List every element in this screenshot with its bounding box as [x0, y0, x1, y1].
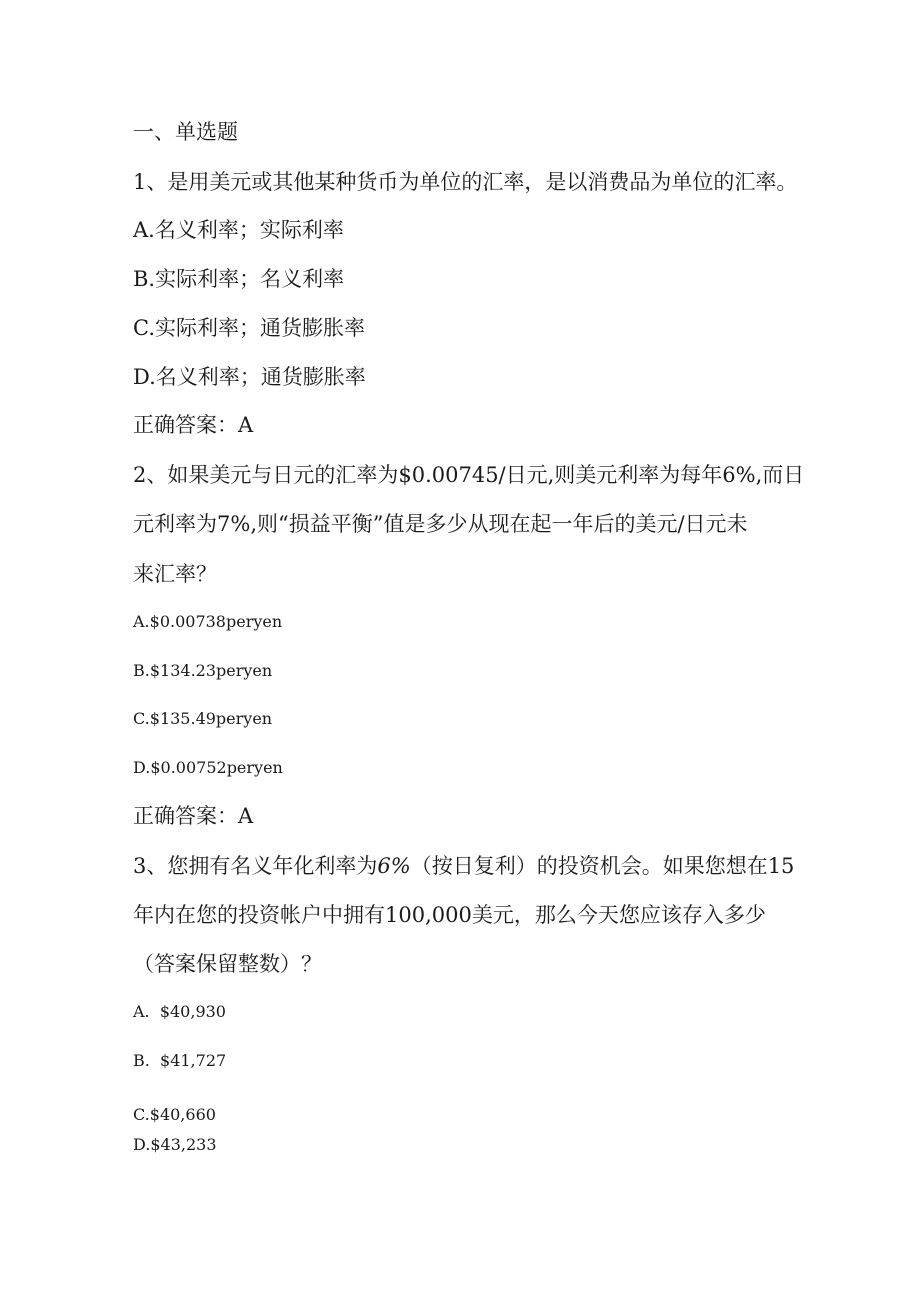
question-3-line-1-prefix: 3、您拥有名义年化利率为 — [133, 854, 378, 878]
question-3-option-a: A. $40,930 — [133, 1002, 226, 1021]
question-3-line-3: （答案保留整数）？ — [133, 952, 322, 976]
question-3-option-d: D.$43,233 — [133, 1135, 217, 1154]
question-3-line-1 — [133, 852, 794, 880]
question-3-option-c: C.$40,660 — [133, 1105, 216, 1124]
question-1-option-a: A.名义利率；实际利率 — [133, 218, 344, 242]
question-2-option-a: A.$0.00738peryen — [133, 612, 283, 631]
question-1-option-b: B.实际利率；名义利率 — [133, 267, 345, 291]
question-1-text: 1、是用美元或其他某种货币为单位的汇率，是以消费品为单位的汇率。 — [133, 170, 798, 194]
question-1-option-d: D.名义利率；通货膨胀率 — [133, 365, 366, 389]
question-2-answer: 正确答案：A — [133, 804, 254, 828]
question-1-option-c: C.实际利率；通货膨胀率 — [133, 316, 365, 340]
question-3-rate: 6% — [377, 854, 411, 878]
question-2-line-2: 元利率为7%,则“损益平衡”值是多少从现在起一年后的美元/日元未 — [133, 512, 748, 536]
question-2-line-1: 2、如果美元与日元的汇率为$0.00745/日元,则美元利率为每年6%,而日 — [133, 463, 805, 487]
question-1-answer: 正确答案：A — [133, 413, 254, 437]
question-2-line-3: 来汇率？ — [133, 562, 217, 586]
question-3-line-2: 年内在您的投资帐户中拥有100,000美元，那么今天您应该存入多少 — [133, 903, 766, 927]
question-2-option-d: D.$0.00752peryen — [133, 758, 283, 777]
question-3-line-1-suffix: （按日复利）的投资机会。如果您想在15 — [410, 854, 795, 878]
section-title: 一、单选题 — [133, 120, 238, 144]
question-3-option-b: B. $41,727 — [133, 1051, 227, 1070]
question-2-option-c: C.$135.49peryen — [133, 709, 273, 728]
question-2-option-b: B.$134.23peryen — [133, 661, 273, 680]
